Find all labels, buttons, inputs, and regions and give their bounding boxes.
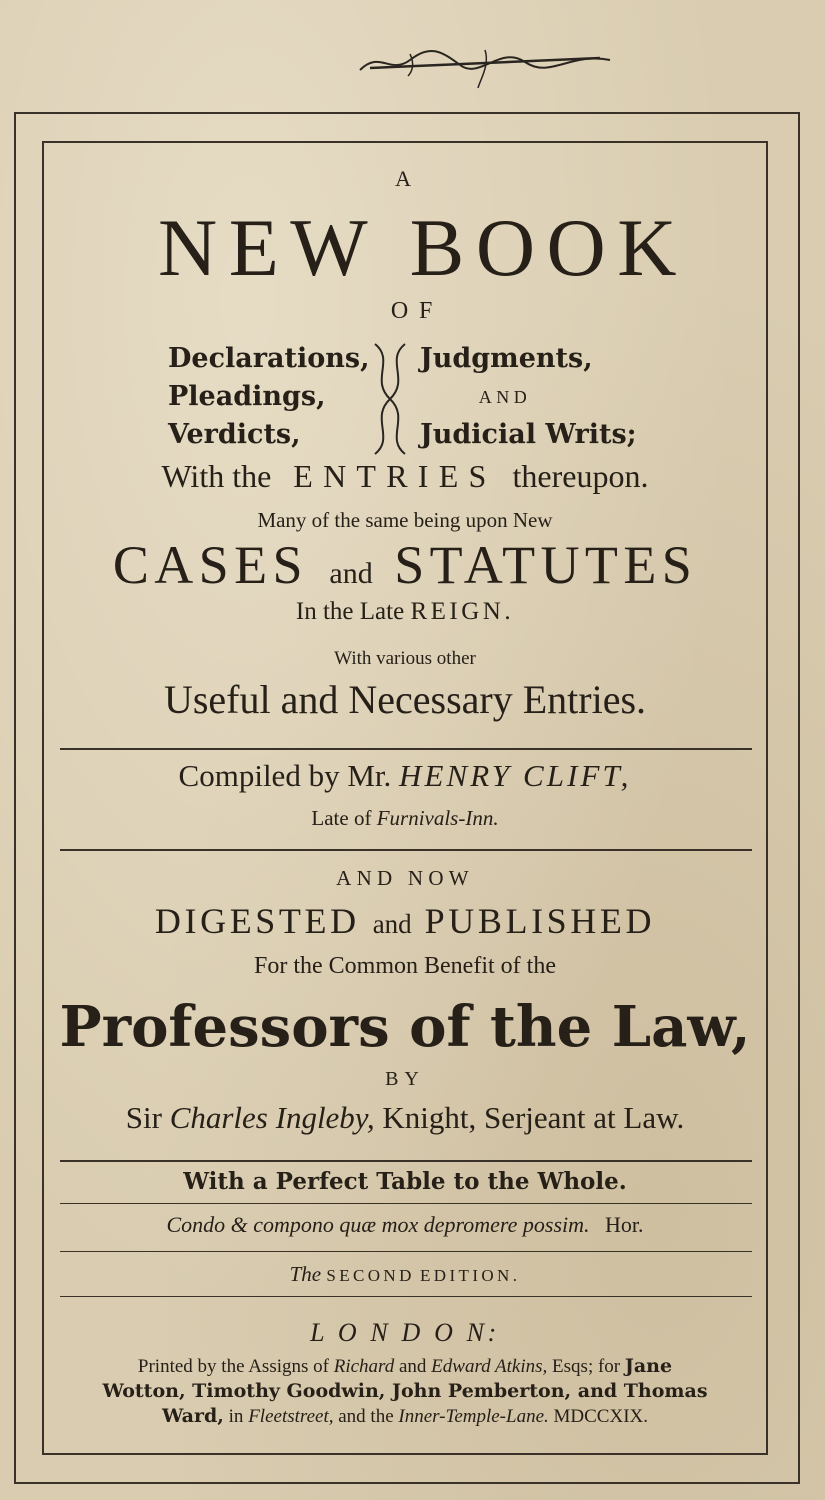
cases-line: CASES and STATUTES [112, 535, 698, 595]
author-name: Charles Ingleby, [169, 1100, 375, 1135]
rule-5 [60, 1251, 752, 1252]
benefit-line: For the Common Benefit of the [254, 953, 556, 979]
table-line: With a Perfect Table to the Whole. [183, 1168, 627, 1195]
edition-line: The SECOND EDITION. [289, 1262, 521, 1286]
entries-word: ENTRIES [293, 458, 497, 494]
motto-source: Hor. [605, 1212, 644, 1237]
contents-judgments: Judgments, [420, 343, 593, 374]
rule-1 [60, 748, 752, 750]
imprint-line-3: Ward, in Fleetstreet, and the Inner-Temple-Lane. MDCCXIX. [161, 1405, 648, 1427]
contents-verdicts: Verdicts, [168, 419, 301, 450]
title-a: A [395, 166, 415, 191]
professors-line: Professors of the Law, [59, 994, 751, 1060]
contents-right-column [420, 340, 637, 454]
rule-2 [60, 849, 752, 851]
useful-line: Useful and Necessary Entries. [163, 677, 647, 722]
contents-judicial-writs: Judicial Writs; [420, 419, 637, 450]
digested-line: DIGESTED and PUBLISHED [154, 901, 656, 941]
by-line: BY [385, 1068, 425, 1090]
many-line: Many of the same being upon New [257, 508, 553, 532]
various-line: With various other [334, 648, 476, 669]
reign-line: In the Late REIGN. [295, 598, 515, 625]
main-title: NEW BOOK [158, 202, 688, 293]
imprint-line-2: Wotton, Timothy Goodwin, John Pemberton, and Thomas [102, 1380, 708, 1402]
title-of: OF [390, 298, 444, 324]
compiler-name: HENRY CLIFT, [399, 758, 632, 793]
contents-declarations: Declarations, [168, 343, 370, 374]
and-now: AND NOW [336, 866, 474, 890]
motto-quote: Condo & compono quæ mox depromere possim. [166, 1212, 590, 1237]
handwritten-signature [350, 30, 620, 90]
late-of-line: Late of Furnivals-Inn. [311, 806, 499, 830]
rule-3 [60, 1160, 752, 1162]
contents-and: AND [478, 387, 532, 407]
inner-border [42, 141, 768, 1455]
rule-4 [60, 1203, 752, 1204]
imprint-city: L O N D O N: [310, 1318, 500, 1347]
contents-pleadings: Pleadings, [168, 381, 326, 412]
brace-ornament [365, 340, 415, 458]
compiler-line: Compiled by Mr. HENRY CLIFT, [178, 758, 632, 793]
imprint-line-1: Printed by the Assigns of Richard and Edward Atkins, Esqs; for Jane [137, 1355, 673, 1377]
entries-line: With the ENTRIES thereupon. [161, 458, 649, 494]
author-line: Sir Charles Ingleby, Knight, Serjeant at Law. [125, 1100, 685, 1135]
motto-line [42, 1212, 768, 1238]
contents-left-column [168, 340, 369, 454]
rule-6 [60, 1296, 752, 1297]
